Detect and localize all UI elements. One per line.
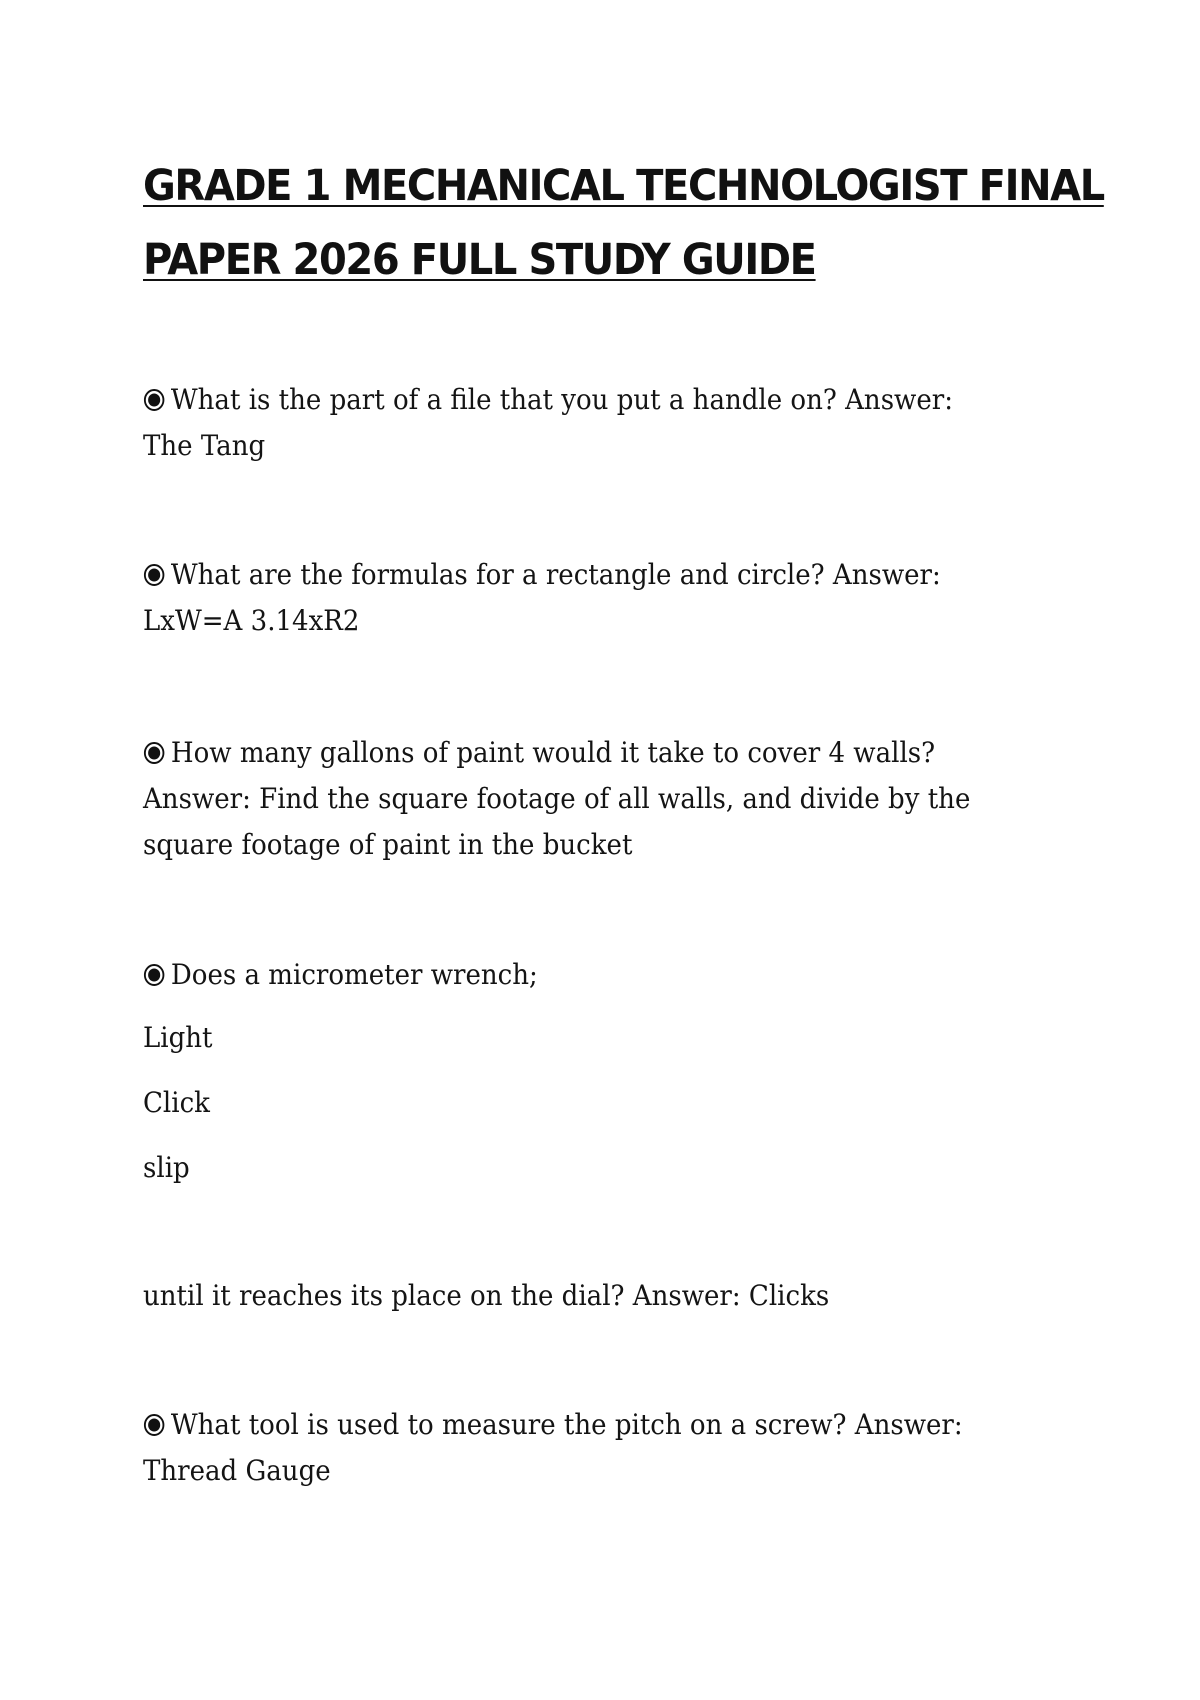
document-title-line-2: PAPER 2026 FULL STUDY GUIDE — [143, 235, 816, 285]
radio-bullet-icon — [143, 563, 165, 587]
question-text: Does a micrometer wrench; — [170, 958, 538, 991]
answer-option: slip — [143, 1151, 190, 1184]
radio-bullet-icon — [143, 963, 165, 987]
question-text: What is the part of a file that you put a handle on? Answer: The Tang — [143, 383, 953, 462]
answer-option: Click — [143, 1086, 210, 1119]
radio-bullet-icon — [143, 741, 165, 765]
question-item — [143, 730, 1008, 868]
question-item — [143, 552, 1008, 644]
question-item — [143, 1402, 1008, 1494]
question-text: What are the formulas for a rectangle and circle? Answer: LxW=A 3.14xR2 — [143, 558, 941, 637]
answer-option: Light — [143, 1021, 213, 1054]
question-text: What tool is used to measure the pitch on a screw? Answer: Thread Gauge — [143, 1408, 963, 1487]
radio-bullet-icon — [143, 1413, 165, 1437]
question-continuation: until it reaches its place on the dial? Answer: Clicks — [143, 1279, 830, 1312]
question-text: How many gallons of paint would it take to cover 4 walls? Answer: Find the square footage of all walls, and divide by the square footage of paint in the bucket — [143, 736, 971, 861]
radio-bullet-icon — [143, 388, 165, 412]
question-item — [143, 377, 1008, 469]
question-item — [143, 952, 1008, 998]
document-title-line-1: GRADE 1 MECHANICAL TECHNOLOGIST FINAL — [143, 161, 1104, 211]
